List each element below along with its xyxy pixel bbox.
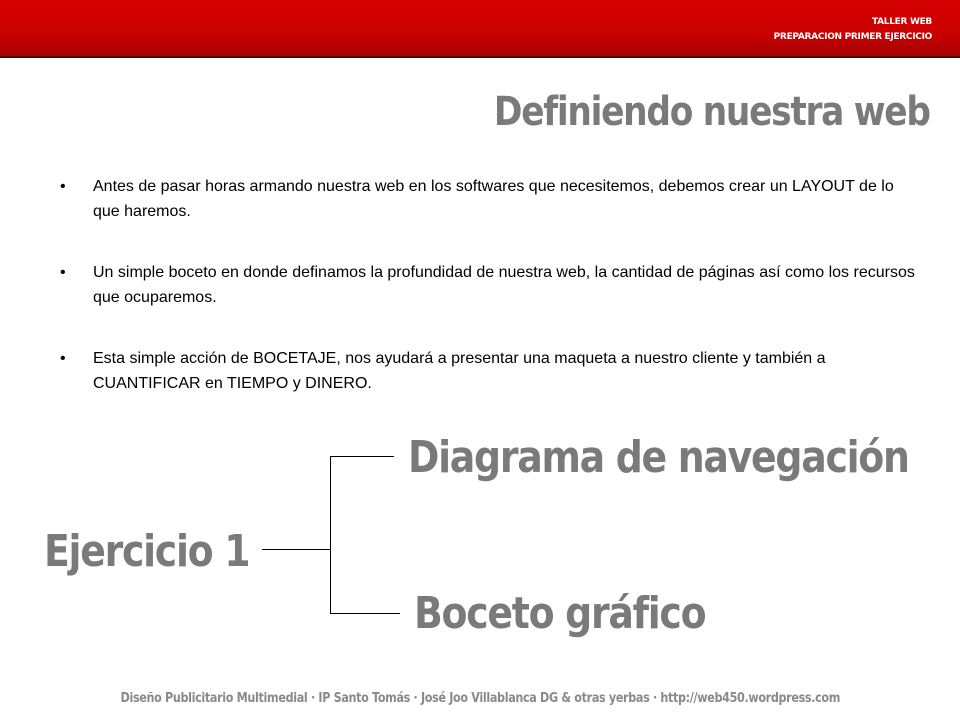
footer — [0, 689, 960, 709]
bullet-item — [60, 346, 920, 396]
diagram-branch-sketch: Boceto gráfico — [414, 588, 706, 639]
bullet-text: Esta simple acción de BOCETAJE, nos ayudará a presentar una maqueta a nuestro cliente y también a CUANTIFICAR en TIEMPO y DINERO. — [93, 350, 826, 392]
bullet-icon: • — [60, 350, 66, 367]
connector-vertical-line — [330, 456, 331, 614]
bullet-item — [60, 260, 920, 310]
bullet-text: Antes de pasar horas armando nuestra web en los softwares que necesitemos, debemos crear un LAYOUT de lo que haremos. — [93, 178, 894, 220]
bullet-icon: • — [60, 178, 66, 195]
bullet-list — [60, 174, 920, 432]
connector-root-line — [262, 549, 331, 550]
connector-bottom-line — [330, 613, 400, 614]
footer-text: Diseño Publicitario Multimedial · IP Santo Tomás · José Joo Villablanca DG & otras yerbas · http://web450.wordpress.com — [120, 691, 840, 706]
header-line-2: PREPARACION PRIMER EJERCICIO — [773, 32, 932, 42]
bullet-icon: • — [60, 264, 66, 281]
header-text — [774, 15, 932, 45]
header-line-1: TALLER WEB — [871, 17, 932, 27]
header-bar — [0, 0, 960, 58]
connector-top-line — [330, 456, 394, 457]
bullet-item — [60, 174, 920, 224]
slide-title: Definiendo nuestra web — [494, 89, 930, 135]
bullet-text: Un simple boceto en donde definamos la profundidad de nuestra web, la cantidad de páginas así como los recursos que ocuparemos. — [93, 264, 915, 306]
diagram-root-label: Ejercicio 1 — [44, 526, 250, 577]
diagram-branch-navigation: Diagrama de navegación — [408, 432, 909, 483]
